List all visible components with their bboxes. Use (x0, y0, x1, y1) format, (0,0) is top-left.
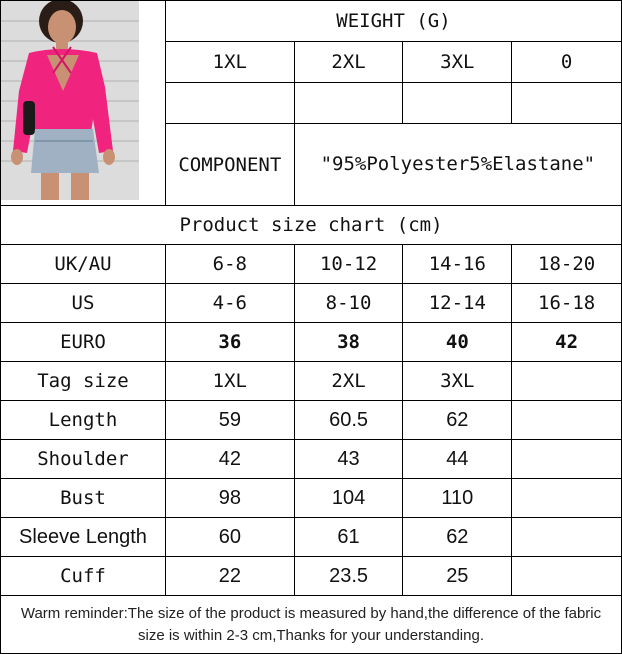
component-value: "95%Polyester5%Elastane" (294, 124, 621, 206)
euro-value: 38 (294, 323, 403, 362)
sleeve-length-value: 60 (166, 518, 295, 557)
product-photo-cell (1, 1, 166, 206)
sleeve-length-value: 61 (294, 518, 403, 557)
row-label-us: US (1, 284, 166, 323)
empty-cell (294, 83, 403, 124)
shoulder-value: 44 (403, 440, 512, 479)
euro-value: 40 (403, 323, 512, 362)
shoulder-value: 43 (294, 440, 403, 479)
uk-au-value: 18-20 (512, 245, 622, 284)
length-value: 59 (166, 401, 295, 440)
weight-size-2xl: 2XL (294, 42, 403, 83)
empty-cell (512, 83, 622, 124)
length-value (512, 401, 622, 440)
tag-size-value: 3XL (403, 362, 512, 401)
us-value: 8-10 (294, 284, 403, 323)
row-label-tag-size: Tag size (1, 362, 166, 401)
row-label-shoulder: Shoulder (1, 440, 166, 479)
uk-au-value: 14-16 (403, 245, 512, 284)
cuff-value: 23.5 (294, 557, 403, 596)
sleeve-length-value: 62 (403, 518, 512, 557)
row-label-sleeve-length: Sleeve Length (1, 518, 166, 557)
uk-au-value: 6-8 (166, 245, 295, 284)
shoulder-value: 42 (166, 440, 295, 479)
bust-value: 104 (294, 479, 403, 518)
tag-size-value: 2XL (294, 362, 403, 401)
cuff-value (512, 557, 622, 596)
length-value: 60.5 (294, 401, 403, 440)
row-label-cuff: Cuff (1, 557, 166, 596)
row-label-bust: Bust (1, 479, 166, 518)
row-label-length: Length (1, 401, 166, 440)
tag-size-value (512, 362, 622, 401)
warm-reminder: Warm reminder:The size of the product is measured by hand,the difference of the fabric size is within 2-3 cm,Thanks for your understanding. (1, 596, 622, 654)
bust-value (512, 479, 622, 518)
component-label: COMPONENT (166, 124, 295, 206)
sleeve-length-value (512, 518, 622, 557)
euro-value: 42 (512, 323, 622, 362)
cuff-value: 25 (403, 557, 512, 596)
bust-value: 110 (403, 479, 512, 518)
us-value: 4-6 (166, 284, 295, 323)
us-value: 12-14 (403, 284, 512, 323)
row-label-euro: EURO (1, 323, 166, 362)
weight-size-3xl: 3XL (403, 42, 512, 83)
uk-au-value: 10-12 (294, 245, 403, 284)
tag-size-value: 1XL (166, 362, 295, 401)
weight-header: WEIGHT (G) (166, 1, 622, 42)
weight-size-1xl: 1XL (166, 42, 295, 83)
length-value: 62 (403, 401, 512, 440)
weight-value: 0 (512, 42, 622, 83)
product-photo (1, 1, 165, 200)
empty-cell (166, 83, 295, 124)
cuff-value: 22 (166, 557, 295, 596)
euro-value: 36 (166, 323, 295, 362)
us-value: 16-18 (512, 284, 622, 323)
bust-value: 98 (166, 479, 295, 518)
empty-cell (403, 83, 512, 124)
size-chart-title: Product size chart (cm) (1, 206, 622, 245)
shoulder-value (512, 440, 622, 479)
row-label-uk-au: UK/AU (1, 245, 166, 284)
